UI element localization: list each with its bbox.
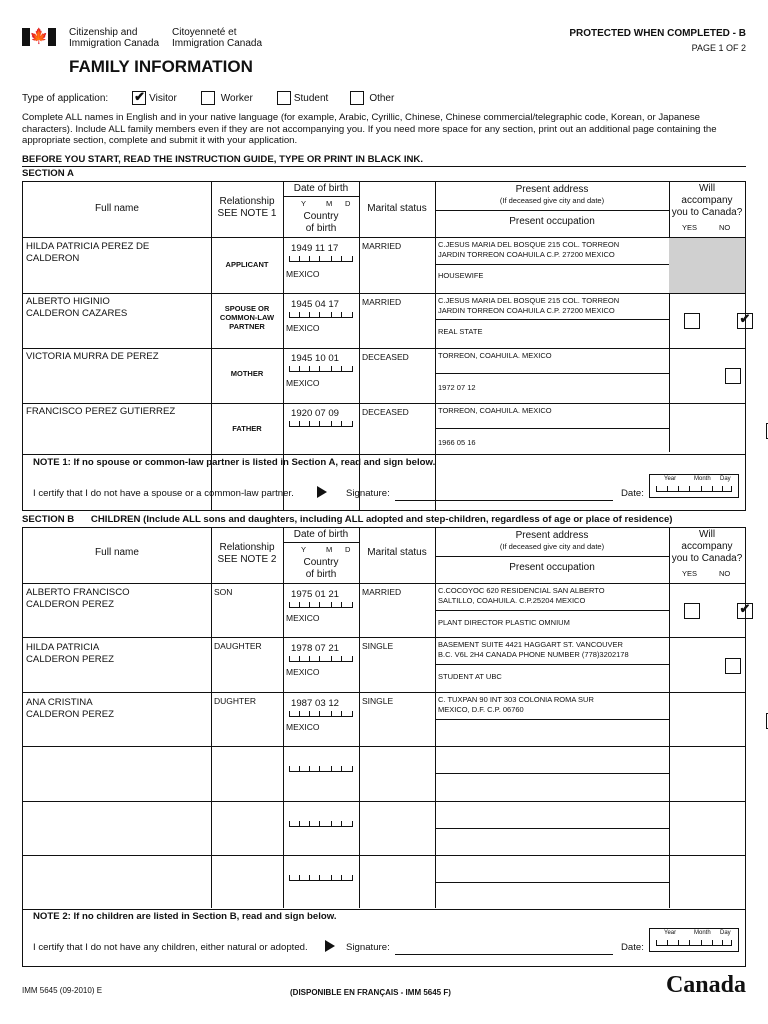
note-1-certify: I certify that I do not have a spouse or a common-law partner. [33, 488, 294, 499]
student-checkbox[interactable] [277, 91, 291, 105]
dob-ruler [289, 710, 353, 717]
note-2-title: NOTE 2: If no children are listed in Section B, read and sign below. [33, 911, 337, 922]
col-marital: Marital status [367, 203, 427, 214]
country-value: MEXICO [286, 323, 320, 333]
col-no: NO [719, 569, 731, 578]
table-row-name: FRANCISCO PEREZ GUTIERREZ [26, 406, 176, 417]
col-will: Will [698, 529, 716, 540]
accompany-yes-checkbox[interactable] [725, 368, 741, 384]
signature-line-2[interactable] [395, 954, 613, 955]
col-dob-y: Y [301, 199, 307, 208]
col-of-birth: of birth [305, 569, 337, 580]
col-see-note-1: SEE NOTE 1 [217, 208, 277, 219]
address-line: C. TUXPAN 90 INT 303 COLONIA ROMA SUR [438, 695, 594, 704]
relationship-line: PARTNER [229, 322, 265, 331]
col-address: Present address [515, 530, 589, 541]
relationship-value [211, 304, 283, 331]
page-title: FAMILY INFORMATION [69, 57, 253, 76]
name-line: CALDERON CAZARES [26, 308, 128, 319]
col-accompany [669, 183, 745, 219]
other-checkbox[interactable] [350, 91, 364, 105]
dept-fr-line1: Citoyenneté et [172, 27, 237, 38]
col-relationship [211, 196, 283, 220]
col-accompany-label: accompany [681, 195, 733, 206]
name-line: HILDA PATRICIA [26, 642, 100, 653]
relationship-value: SON [214, 587, 233, 597]
occupation-value: PLANT DIRECTOR PLASTIC OMNIUM [438, 618, 570, 627]
visitor-label: Visitor [149, 92, 177, 104]
marital-value: DECEASED [362, 407, 409, 417]
col-dob-m: M [326, 545, 333, 554]
marital-value: DECEASED [362, 352, 409, 362]
dob-value: 1945 10 01 [291, 353, 340, 364]
name-line: ANA CRISTINA [26, 697, 93, 708]
country-value: MEXICO [286, 722, 320, 732]
instructions-paragraph: Complete ALL names in English and in your native language (for example, Arabic, Cyrillic, Chinese, Chinese commercial/telegraphic code, Korean, or Japanese characters). Include ALL family members even if they are not accompanying you. If you need more space for any section, print out an additional page containing the appropriate section, complete and submit it with your application. [22, 112, 717, 147]
col-full-name: Full name [95, 203, 139, 214]
col-relationship-label: Relationship [219, 196, 275, 207]
other-label: Other [369, 92, 395, 104]
accompany-yes-checkbox[interactable] [725, 658, 741, 674]
address-line: JARDIN TORREON COAHUILA C.P. 27200 MEXICO [438, 305, 615, 315]
maple-leaf-icon: 🍁 [29, 28, 49, 45]
section-a-table [22, 181, 746, 511]
table-row-name [26, 642, 114, 666]
dob-ruler [289, 874, 353, 881]
col-you-to-canada: you to Canada? [671, 553, 743, 564]
address-line: BASEMENT SUITE 4421 HAGGART ST. VANCOUVER [438, 640, 623, 649]
address-value [438, 296, 619, 315]
occupation-value: STUDENT AT UBC [438, 672, 502, 681]
col-occupation: Present occupation [509, 562, 595, 573]
col-dob-d: D [345, 199, 351, 208]
col-country [283, 557, 359, 581]
dob-ruler [289, 255, 353, 262]
address-value [438, 586, 605, 605]
address-value [438, 240, 619, 259]
marital-value: MARRIED [362, 297, 402, 307]
dob-ruler [289, 601, 353, 608]
signature-line-1[interactable] [395, 500, 613, 501]
signature-label: Signature: [346, 488, 390, 499]
address-line: SALTILLO, COAHUILA. C.P.25204 MEXICO [438, 595, 586, 605]
note-1-title: NOTE 1: If no spouse or common-law partner is listed in Section A, read and sign below. [33, 457, 436, 468]
col-dob-y: Y [301, 545, 307, 554]
occupation-value: REAL STATE [438, 327, 483, 336]
date-box-1[interactable] [649, 474, 739, 498]
col-relationship-label: Relationship [219, 542, 275, 553]
country-value: MEXICO [286, 667, 320, 677]
department-name-en [69, 27, 159, 49]
french-availability: (DISPONIBLE EN FRANÇAIS - IMM 5645 F) [290, 988, 451, 997]
before-start-notice: BEFORE YOU START, READ THE INSTRUCTION GUIDE, TYPE OR PRINT IN BLACK INK. [22, 154, 424, 165]
dob-ruler [289, 765, 353, 772]
dob-value: 1975 01 21 [291, 589, 340, 600]
section-a-title: SECTION A [22, 168, 74, 179]
dob-value: 1978 07 21 [291, 643, 340, 654]
col-country-label: Country [303, 557, 339, 568]
col-country-label: Country [303, 211, 339, 222]
note-2-certify: I certify that I do not have any children, either natural or adopted. [33, 942, 308, 953]
dob-ruler [289, 365, 353, 372]
dob-value: 1920 07 09 [291, 408, 340, 419]
col-of-birth: of birth [305, 223, 337, 234]
dept-en-line1: Citizenship and [69, 27, 138, 38]
address-line: MEXICO, D.F. C.P. 06760 [438, 704, 524, 714]
address-value [438, 640, 629, 659]
col-relationship [211, 542, 283, 566]
col-no: NO [719, 223, 731, 232]
date-day-label: Day [720, 476, 731, 482]
col-deceased-note: (If deceased give city and date) [499, 542, 605, 551]
name-line: CALDERON [26, 253, 80, 264]
table-row-name [26, 697, 114, 721]
dob-ruler [289, 820, 353, 827]
dob-ruler [289, 311, 353, 318]
dept-fr-line2: Immigration Canada [172, 38, 263, 49]
address-line: C.COCOYOC 620 RESIDENCIAL SAN ALBERTO [438, 586, 605, 595]
address-value: TORREON, COAHUILA. MEXICO [438, 351, 552, 360]
arrow-right-icon [325, 940, 335, 952]
col-deceased-note: (If deceased give city and date) [499, 196, 605, 205]
relationship-value: APPLICANT [225, 260, 269, 269]
accompany-no-checkbox[interactable] [737, 603, 753, 619]
name-line: ALBERTO HIGINIO [26, 296, 110, 307]
col-dob-d: D [345, 545, 351, 554]
student-label: Student [293, 92, 329, 104]
section-b-title [22, 514, 673, 525]
date-label: Date: [621, 942, 644, 953]
date-month-label: Month [694, 476, 711, 482]
name-line: CALDERON PEREZ [26, 599, 114, 610]
relationship-value: DAUGHTER [214, 641, 262, 651]
accompany-shaded [669, 238, 745, 293]
accompany-no-checkbox[interactable] [737, 313, 753, 329]
department-name-fr [172, 27, 262, 49]
name-line: HILDA PATRICIA PEREZ DE [26, 241, 150, 252]
col-address: Present address [515, 184, 589, 195]
visitor-checkbox[interactable] [132, 91, 146, 105]
address-line: C.JESUS MARIA DEL BOSQUE 215 COL. TORREON [438, 240, 620, 249]
divider [22, 166, 746, 167]
col-see-note-2: SEE NOTE 2 [217, 554, 277, 565]
name-line: ALBERTO FRANCISCO [26, 587, 130, 598]
section-b-subtitle: CHILDREN (Include ALL sons and daughters, including ALL adopted and step-children, regardless of age or place of residence) [90, 514, 673, 525]
col-will: Will [698, 183, 716, 194]
section-b-table [22, 527, 746, 967]
canada-wordmark: Canada [665, 972, 746, 998]
col-dob-m: M [326, 199, 333, 208]
dept-en-line2: Immigration Canada [69, 38, 160, 49]
address-line: B.C. V6L 2H4 CANADA PHONE NUMBER (778)3202178 [438, 649, 629, 659]
marital-value: SINGLE [362, 641, 394, 651]
col-country [283, 211, 359, 235]
date-label: Date: [621, 488, 644, 499]
dob-ruler [289, 420, 353, 427]
worker-label: Worker [220, 92, 253, 104]
application-type-label: Type of application: [22, 92, 109, 104]
col-yes: YES [682, 569, 698, 578]
address-line: JARDIN TORREON COAHUILA C.P. 27200 MEXICO [438, 249, 615, 259]
name-line: CALDERON PEREZ [26, 654, 114, 665]
date-ruler [656, 485, 732, 492]
marital-value: MARRIED [362, 587, 402, 597]
date-year-label: Year [664, 930, 677, 936]
dob-ruler [289, 655, 353, 662]
dob-value: 1949 11 17 [291, 243, 339, 254]
worker-checkbox[interactable] [201, 91, 215, 105]
marital-value: SINGLE [362, 696, 394, 706]
col-dob: Date of birth [293, 183, 349, 194]
dob-value: 1987 03 12 [291, 698, 340, 709]
arrow-right-icon [317, 486, 327, 498]
occupation-value: 1972 07 12 [438, 383, 476, 392]
country-value: MEXICO [286, 269, 320, 279]
protected-label: PROTECTED WHEN COMPLETED - B [569, 28, 746, 39]
application-type-row [22, 90, 394, 106]
signature-label: Signature: [346, 942, 390, 953]
relationship-value: FATHER [232, 424, 262, 433]
page-number: PAGE 1 OF 2 [691, 43, 746, 53]
address-value [438, 695, 594, 714]
canada-flag-logo [22, 28, 56, 46]
accompany-yes-checkbox[interactable] [684, 313, 700, 329]
occupation-value: HOUSEWIFE [438, 271, 484, 280]
occupation-value: 1966 05 16 [438, 438, 476, 447]
date-year-label: Year [664, 476, 677, 482]
accompany-yes-checkbox[interactable] [684, 603, 700, 619]
relationship-line: COMMON-LAW [219, 313, 275, 322]
country-value: MEXICO [286, 613, 320, 623]
date-box-2[interactable] [649, 928, 739, 952]
table-row-name [26, 296, 127, 320]
form-id: IMM 5645 (09-2010) E [22, 986, 103, 995]
col-accompany-label: accompany [681, 541, 733, 552]
country-value: MEXICO [286, 378, 320, 388]
date-ruler [656, 939, 732, 946]
col-dob: Date of birth [293, 529, 349, 540]
col-you-to-canada: you to Canada? [671, 207, 743, 218]
col-accompany [669, 529, 745, 565]
table-row-name [26, 241, 149, 265]
relationship-value: MOTHER [230, 369, 264, 378]
name-line: CALDERON PEREZ [26, 709, 114, 720]
dob-value: 1945 04 17 [291, 299, 340, 310]
col-marital: Marital status [367, 547, 427, 558]
relationship-line: SPOUSE OR [224, 304, 270, 313]
col-occupation: Present occupation [509, 216, 595, 227]
address-line: C.JESUS MARIA DEL BOSQUE 215 COL. TORREON [438, 296, 620, 305]
marital-value: MARRIED [362, 241, 402, 251]
date-day-label: Day [720, 930, 731, 936]
address-value: TORREON, COAHUILA. MEXICO [438, 406, 552, 415]
col-full-name: Full name [95, 547, 139, 558]
table-row-name: VICTORIA MURRA DE PEREZ [26, 351, 159, 362]
date-month-label: Month [694, 930, 711, 936]
table-row-name [26, 587, 130, 611]
relationship-value: DUGHTER [214, 696, 257, 706]
col-yes: YES [682, 223, 698, 232]
section-b-label: SECTION B [22, 514, 75, 525]
